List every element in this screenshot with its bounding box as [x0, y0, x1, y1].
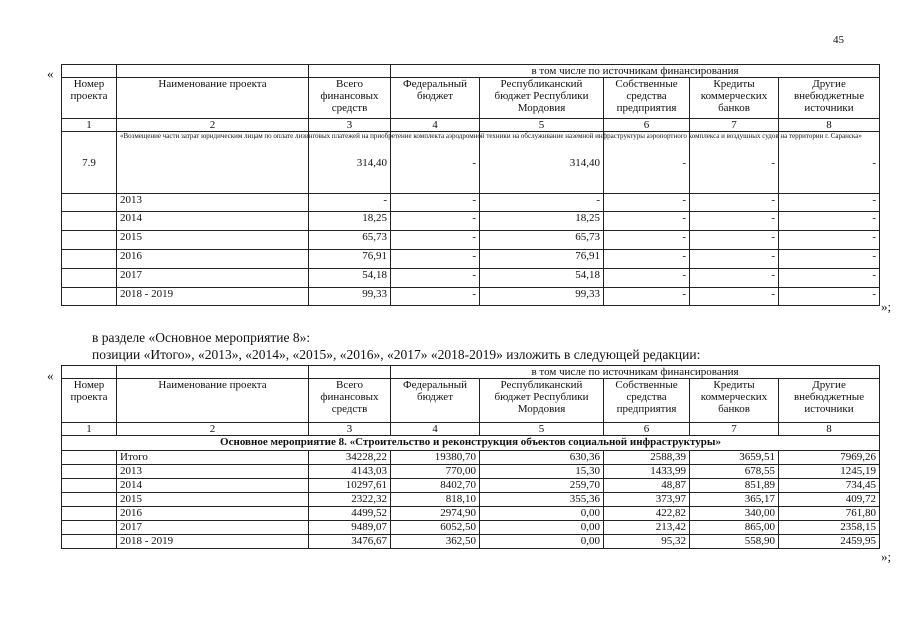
cell-republic: 630,36: [480, 451, 604, 465]
header-col-num: Номер проекта: [62, 78, 117, 119]
col-index: 8: [779, 423, 880, 436]
cell-total: 10297,61: [309, 479, 391, 493]
col-index: 6: [604, 119, 690, 132]
cell-federal: -: [391, 269, 480, 288]
cell-num-empty: [62, 465, 117, 479]
cell-num-empty: [62, 269, 117, 288]
col-index: 2: [117, 119, 309, 132]
cell-federal: -: [391, 194, 480, 212]
header-col-other: Другие внебюджетные источники: [779, 379, 880, 423]
header-col-num: Номер проекта: [62, 379, 117, 423]
cell-year: 2016: [117, 507, 309, 521]
header-col-republic: Республиканский бюджет Республики Мордовия: [480, 379, 604, 423]
cell-total: -: [309, 194, 391, 212]
header-sources-group: в том числе по источникам финансирования: [391, 65, 880, 78]
cell-other: 1245,19: [779, 465, 880, 479]
cell-num-empty: [62, 479, 117, 493]
cell-year: 2017: [117, 269, 309, 288]
cell-own: -: [604, 194, 690, 212]
table2-close-quote: »;: [881, 549, 892, 564]
table-row: [62, 535, 880, 549]
col-index: 7: [690, 119, 779, 132]
header-col-republic: Республиканский бюджет Республики Мордовия: [480, 78, 604, 119]
cell-year: 2014: [117, 479, 309, 493]
cell-republic: -: [480, 194, 604, 212]
table-row: [62, 465, 880, 479]
cell-credits: 558,90: [690, 535, 779, 549]
table1-open-quote: «: [47, 66, 54, 81]
cell-other: 2459,95: [779, 535, 880, 549]
cell-other: -: [779, 288, 880, 306]
cell-own: -: [604, 212, 690, 231]
cell-other: -: [779, 212, 880, 231]
cell-year: 2013: [117, 194, 309, 212]
cell-total: 76,91: [309, 250, 391, 269]
cell-own: 48,87: [604, 479, 690, 493]
cell-credits: -: [690, 194, 779, 212]
cell-own: -: [604, 231, 690, 250]
header-blank-name: [117, 65, 309, 78]
cell-other: 7969,26: [779, 451, 880, 465]
col-index: 6: [604, 423, 690, 436]
table-row: [62, 250, 880, 269]
cell-total: 18,25: [309, 212, 391, 231]
header-blank-num: [62, 366, 117, 379]
header-col-credits: Кредиты коммерческих банков: [690, 379, 779, 423]
table-row: [62, 479, 880, 493]
header-col-total: Всего финансовых средств: [309, 379, 391, 423]
cell-credits: 3659,51: [690, 451, 779, 465]
cell-federal: 19380,70: [391, 451, 480, 465]
cell-own: 422,82: [604, 507, 690, 521]
cell-own: -: [604, 269, 690, 288]
cell-total: 34228,22: [309, 451, 391, 465]
cell-num-empty: [62, 521, 117, 535]
cell-federal: 2974,90: [391, 507, 480, 521]
cell-own: 213,42: [604, 521, 690, 535]
table-row: [62, 212, 880, 231]
header-sources-group: в том числе по источникам финансирования: [391, 366, 880, 379]
cell-total: 314,40: [309, 132, 391, 194]
cell-total: 3476,67: [309, 535, 391, 549]
project-name: «Возмещение части затрат юридическим лицам по оплате лизинговых платежей на приобретение комплекта аэродромной техники на обслуживание наземной инфраструктуры аэропортного комплекса и воздушных судов на территории г. Саранска»: [117, 132, 309, 194]
table1-close-quote: »;: [881, 299, 892, 314]
cell-federal: -: [391, 250, 480, 269]
cell-num-empty: [62, 451, 117, 465]
cell-year: 2015: [117, 493, 309, 507]
cell-republic: 18,25: [480, 212, 604, 231]
page-number: 45: [833, 34, 844, 46]
cell-federal: 818,10: [391, 493, 480, 507]
header-blank-num: [62, 65, 117, 78]
header-col-name: Наименование проекта: [117, 379, 309, 423]
cell-num-empty: [62, 194, 117, 212]
cell-credits: -: [690, 231, 779, 250]
cell-own: -: [604, 132, 690, 194]
cell-own: -: [604, 288, 690, 306]
cell-other: -: [779, 269, 880, 288]
cell-federal: 770,00: [391, 465, 480, 479]
table-row: [62, 451, 880, 465]
cell-year: 2013: [117, 465, 309, 479]
col-index: 5: [480, 119, 604, 132]
cell-republic: 0,00: [480, 535, 604, 549]
cell-credits: 340,00: [690, 507, 779, 521]
col-index: 8: [779, 119, 880, 132]
header-col-name: Наименование проекта: [117, 78, 309, 119]
col-index: 1: [62, 119, 117, 132]
cell-republic: 65,73: [480, 231, 604, 250]
cell-republic: 99,33: [480, 288, 604, 306]
col-index: 5: [480, 423, 604, 436]
cell-federal: 362,50: [391, 535, 480, 549]
cell-federal: 6052,50: [391, 521, 480, 535]
header-col-own: Собственные средства предприятия: [604, 78, 690, 119]
cell-total: 65,73: [309, 231, 391, 250]
col-index: 1: [62, 423, 117, 436]
cell-credits: -: [690, 212, 779, 231]
col-index: 4: [391, 119, 480, 132]
table-row: [62, 194, 880, 212]
cell-credits: 865,00: [690, 521, 779, 535]
cell-own: 95,32: [604, 535, 690, 549]
cell-num-empty: [62, 250, 117, 269]
cell-republic: 314,40: [480, 132, 604, 194]
table-row: [62, 493, 880, 507]
cell-num-empty: [62, 288, 117, 306]
cell-republic: 0,00: [480, 521, 604, 535]
header-blank-total: [309, 366, 391, 379]
cell-other: 734,45: [779, 479, 880, 493]
section-title: Основное мероприятие 8. «Строительство и реконструкция объектов социальной инфраструктуры»: [62, 436, 880, 451]
table-row: [62, 132, 880, 194]
cell-own: 1433,99: [604, 465, 690, 479]
section-instruction-line1: в разделе «Основное мероприятие 8»:: [92, 330, 311, 345]
header-col-credits: Кредиты коммерческих банков: [690, 78, 779, 119]
cell-credits: 851,89: [690, 479, 779, 493]
header-col-own: Собственные средства предприятия: [604, 379, 690, 423]
table-row: [62, 288, 880, 306]
cell-year: 2016: [117, 250, 309, 269]
cell-year: Итого: [117, 451, 309, 465]
table-row: [62, 269, 880, 288]
cell-own: -: [604, 250, 690, 269]
header-blank-name: [117, 366, 309, 379]
cell-federal: 8402,70: [391, 479, 480, 493]
table-row: [62, 231, 880, 250]
header-blank-total: [309, 65, 391, 78]
cell-republic: 76,91: [480, 250, 604, 269]
cell-own: 2588,39: [604, 451, 690, 465]
cell-other: -: [779, 194, 880, 212]
cell-federal: -: [391, 231, 480, 250]
cell-republic: 259,70: [480, 479, 604, 493]
cell-total: 2322,32: [309, 493, 391, 507]
cell-credits: 678,55: [690, 465, 779, 479]
cell-num-empty: [62, 535, 117, 549]
cell-republic: 54,18: [480, 269, 604, 288]
cell-other: -: [779, 132, 880, 194]
cell-num-empty: [62, 231, 117, 250]
cell-year: 2017: [117, 521, 309, 535]
cell-year: 2015: [117, 231, 309, 250]
header-col-other: Другие внебюджетные источники: [779, 78, 880, 119]
col-index: 7: [690, 423, 779, 436]
col-index: 4: [391, 423, 480, 436]
col-index: 3: [309, 423, 391, 436]
cell-year: 2018 - 2019: [117, 535, 309, 549]
cell-num-empty: [62, 212, 117, 231]
table-row: [62, 507, 880, 521]
table-row: [62, 521, 880, 535]
cell-republic: 355,36: [480, 493, 604, 507]
cell-total: 4499,52: [309, 507, 391, 521]
cell-year: 2018 - 2019: [117, 288, 309, 306]
cell-num-empty: [62, 493, 117, 507]
cell-credits: 365,17: [690, 493, 779, 507]
header-col-federal: Федеральный бюджет: [391, 78, 480, 119]
cell-credits: -: [690, 250, 779, 269]
cell-federal: -: [391, 288, 480, 306]
cell-other: -: [779, 250, 880, 269]
cell-credits: -: [690, 132, 779, 194]
cell-year: 2014: [117, 212, 309, 231]
header-col-total: Всего финансовых средств: [309, 78, 391, 119]
section-instruction-line2: позиции «Итого», «2013», «2014», «2015», «2016», «2017» «2018-2019» изложить в следующей редакции:: [92, 347, 701, 362]
cell-total: 9489,07: [309, 521, 391, 535]
cell-num-empty: [62, 507, 117, 521]
cell-other: 2358,15: [779, 521, 880, 535]
cell-republic: 0,00: [480, 507, 604, 521]
cell-federal: -: [391, 132, 480, 194]
cell-other: 409,72: [779, 493, 880, 507]
cell-total: 4143,03: [309, 465, 391, 479]
col-index: 2: [117, 423, 309, 436]
cell-federal: -: [391, 212, 480, 231]
cell-total: 54,18: [309, 269, 391, 288]
cell-credits: -: [690, 269, 779, 288]
cell-own: 373,97: [604, 493, 690, 507]
project-number: 7.9: [62, 132, 117, 194]
cell-other: 761,80: [779, 507, 880, 521]
cell-credits: -: [690, 288, 779, 306]
cell-total: 99,33: [309, 288, 391, 306]
table1: [61, 64, 880, 306]
col-index: 3: [309, 119, 391, 132]
table2: [61, 365, 880, 549]
cell-republic: 15,30: [480, 465, 604, 479]
table2-open-quote: «: [47, 368, 54, 383]
cell-other: -: [779, 231, 880, 250]
header-col-federal: Федеральный бюджет: [391, 379, 480, 423]
